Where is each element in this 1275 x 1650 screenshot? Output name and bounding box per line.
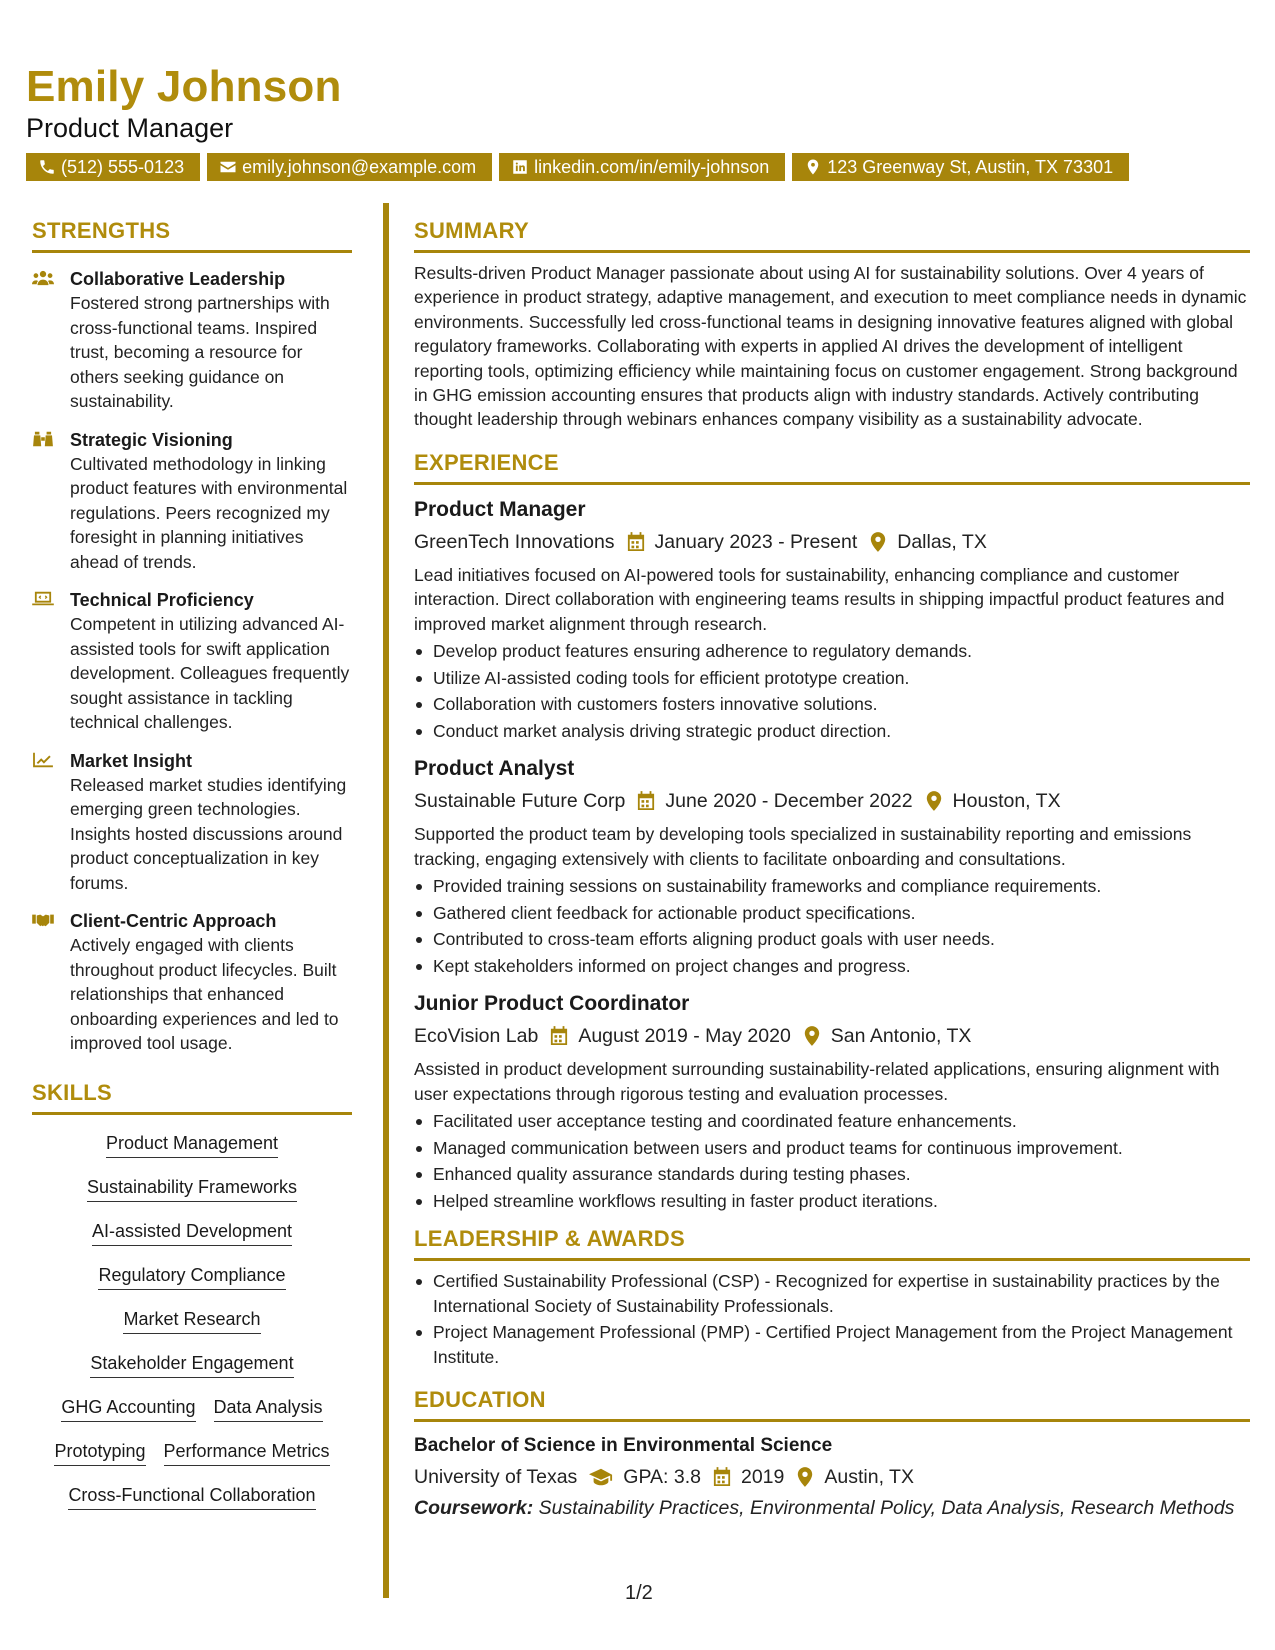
calendar-icon	[550, 1026, 568, 1046]
map-pin-icon	[804, 158, 822, 176]
strength-desc: Cultivated methodology in linking product features with environmental regulations. Peers recognized my foresight in planning initiatives ahead of trends.	[70, 453, 348, 572]
map-pin-icon	[925, 791, 943, 811]
phone-text: (512) 555-0123	[61, 157, 185, 177]
list-item: Project Management Professional (PMP) - Certified Project Management from the Project Management Institute.	[414, 1320, 1250, 1369]
job-meta	[414, 1021, 1250, 1051]
skill-tag: Prototyping	[54, 1439, 145, 1466]
strength-item	[32, 428, 352, 575]
linkedin-icon	[511, 158, 529, 176]
summary-heading: SUMMARY	[414, 218, 1250, 253]
skill-tag: Sustainability Frameworks	[87, 1175, 297, 1202]
job-entry	[414, 754, 1250, 979]
skills-list	[32, 1131, 352, 1510]
contact-email[interactable]	[207, 153, 492, 181]
right-column	[414, 218, 1250, 1521]
strengths-heading: STRENGTHS	[32, 218, 352, 253]
strength-item	[32, 749, 352, 896]
strength-desc: Released market studies identifying emerging green technologies. Insights hosted discussions around product conceptualization in key forums.	[70, 774, 347, 893]
summary-text: Results-driven Product Manager passionate about using AI for sustainability solutions. Over 4 years of experience in product strategy, adaptive management, and execution to meet compliance needs in dynamic environments. Successfully led cross-functional teams in designing innovative features aligned with global regulatory frameworks. Collaborating with experts in applied AI drives the development of intelligent reporting tools, optimizing efficiency while maintaining focus on customer engagement. Strong background in GHG emission accounting ensures that products align with industry standards. Actively contributing thought leadership through webinars enhances company visibility as a sustainability advocate.	[414, 263, 1247, 430]
job-dates: January 2023 - Present	[654, 530, 858, 553]
strength-desc: Actively engaged with clients throughout product lifecycles. Built relationships that enhanced onboarding experiences and led to improved tool usage.	[70, 935, 339, 1053]
job-title: Junior Product Coordinator	[414, 992, 690, 1016]
job-location: Dallas, TX	[897, 530, 987, 553]
calendar-icon	[713, 1467, 731, 1487]
job-bullets	[414, 873, 1250, 979]
list-item: Helped streamline workflows resulting in faster product iterations.	[414, 1188, 1250, 1215]
job-location: Houston, TX	[952, 790, 1061, 813]
skill-tag: Cross-Functional Collaboration	[68, 1483, 315, 1510]
job-company: EcoVision Lab	[414, 1025, 539, 1048]
skill-tag: Data Analysis	[214, 1395, 323, 1422]
strength-title: Client-Centric Approach	[70, 911, 277, 931]
strength-item	[32, 909, 352, 1056]
strength-desc: Fostered strong partnerships with cross-functional teams. Inspired trust, becoming a resource for others seeking guidance on sustainability.	[70, 293, 330, 411]
skill-tag: Market Research	[123, 1307, 260, 1334]
email-text: emily.johnson@example.com	[242, 157, 477, 177]
list-item: Contributed to cross-team efforts aligning product goals with user needs.	[414, 926, 1250, 953]
job-meta	[414, 527, 1250, 557]
awards-list	[414, 1269, 1250, 1369]
map-pin-icon	[803, 1026, 821, 1046]
list-item: Kept stakeholders informed on project changes and progress.	[414, 953, 1250, 980]
edu-meta	[414, 1462, 1250, 1492]
skill-tag: AI-assisted Development	[92, 1219, 292, 1246]
strength-title: Collaborative Leadership	[70, 269, 286, 289]
job-entry	[414, 495, 1250, 745]
list-item: Managed communication between users and product teams for continuous improvement.	[414, 1135, 1250, 1162]
edu-location: Austin, TX	[824, 1466, 914, 1489]
list-item: Certified Sustainability Professional (CSP) - Recognized for expertise in sustainability practices by the International Society of Sustainability Professionals.	[414, 1269, 1250, 1318]
list-item: Provided training sessions on sustainability frameworks and compliance requirements.	[414, 873, 1250, 900]
job-bullets	[414, 638, 1250, 744]
contact-address	[792, 153, 1129, 181]
candidate-name: Emily Johnson	[26, 62, 342, 111]
map-pin-icon	[796, 1467, 814, 1487]
experience-heading: EXPERIENCE	[414, 450, 1250, 485]
list-item: Utilize AI-assisted coding tools for efficient prototype creation.	[414, 665, 1250, 692]
awards-heading: LEADERSHIP & AWARDS	[414, 1226, 1250, 1261]
edu-coursework	[414, 1496, 1250, 1521]
contact-phone[interactable]	[26, 153, 200, 181]
list-item: Facilitated user acceptance testing and coordinated feature enhancements.	[414, 1108, 1250, 1135]
coursework-text: Sustainability Practices, Environmental Policy, Data Analysis, Research Methods	[533, 1497, 1235, 1520]
edu-gpa: GPA: 3.8	[623, 1466, 701, 1489]
calendar-icon	[637, 791, 655, 811]
job-desc: Supported the product team by developing tools specialized in sustainability reporting and emissions tracking, engaging extensively with clients to facilitate onboarding and consultations.	[414, 824, 1192, 869]
skill-tag: Performance Metrics	[164, 1439, 330, 1466]
page-number: 1/2	[625, 1582, 653, 1604]
list-item: Enhanced quality assurance standards during testing phases.	[414, 1161, 1250, 1188]
edu-school: University of Texas	[414, 1466, 578, 1489]
handshake-icon	[32, 911, 54, 929]
coursework-label: Coursework:	[414, 1497, 534, 1520]
job-dates: June 2020 - December 2022	[665, 790, 913, 813]
list-item: Collaboration with customers fosters innovative solutions.	[414, 691, 1250, 718]
job-entry	[414, 989, 1250, 1214]
skill-tag: GHG Accounting	[61, 1395, 195, 1422]
job-dates: August 2019 - May 2020	[578, 1025, 791, 1048]
contact-linkedin[interactable]	[499, 153, 785, 181]
job-meta	[414, 786, 1250, 816]
job-company: Sustainable Future Corp	[414, 790, 626, 813]
job-title: Product Manager	[414, 497, 586, 521]
left-column	[32, 218, 352, 1527]
list-item: Conduct market analysis driving strategic product direction.	[414, 718, 1250, 745]
job-company: GreenTech Innovations	[414, 530, 615, 553]
skills-heading: SKILLS	[32, 1080, 352, 1115]
skill-tag: Regulatory Compliance	[98, 1263, 285, 1290]
address-text: 123 Greenway St, Austin, TX 73301	[827, 157, 1114, 177]
calendar-icon	[627, 532, 645, 552]
edu-degree: Bachelor of Science in Environmental Science	[414, 1435, 833, 1457]
chart-line-icon	[32, 751, 54, 769]
job-title: Product Analyst	[414, 757, 575, 781]
envelope-icon	[219, 158, 237, 176]
strength-title: Technical Proficiency	[70, 590, 254, 610]
phone-icon	[38, 158, 56, 176]
edu-year: 2019	[740, 1466, 785, 1489]
users-icon	[32, 269, 54, 287]
strength-desc: Competent in utilizing advanced AI-assisted tools for swift application development. Colleagues frequently sought assistance in tackling technical challenges.	[70, 614, 350, 732]
job-desc: Assisted in product development surrounding sustainability-related applications, ensuring alignment with user expectations through rigorous testing and evaluation processes.	[414, 1059, 1220, 1104]
column-divider	[383, 203, 389, 1598]
job-location: San Antonio, TX	[830, 1025, 972, 1048]
list-item: Gathered client feedback for actionable product specifications.	[414, 900, 1250, 927]
linkedin-text: linkedin.com/in/emily-johnson	[534, 157, 770, 177]
job-desc: Lead initiatives focused on AI-powered tools for sustainability, enhancing compliance and customer interaction. Direct collaboration with engineering teams results in shipping impactful product features and improved market alignment through research.	[414, 564, 1225, 634]
graduation-cap-icon	[589, 1467, 613, 1487]
map-pin-icon	[869, 532, 887, 552]
skill-tag: Product Management	[106, 1131, 278, 1158]
education-heading: EDUCATION	[414, 1387, 1250, 1422]
list-item: Develop product features ensuring adherence to regulatory demands.	[414, 638, 1250, 665]
binoculars-icon	[32, 430, 54, 448]
strength-item	[32, 588, 352, 735]
strength-item	[32, 267, 352, 414]
skill-tag: Stakeholder Engagement	[90, 1351, 293, 1378]
laptop-code-icon	[32, 590, 54, 608]
contact-bar	[26, 153, 1129, 181]
strength-title: Strategic Visioning	[70, 429, 233, 450]
job-bullets	[414, 1108, 1250, 1214]
candidate-role: Product Manager	[26, 113, 234, 143]
strength-title: Market Insight	[70, 750, 193, 771]
